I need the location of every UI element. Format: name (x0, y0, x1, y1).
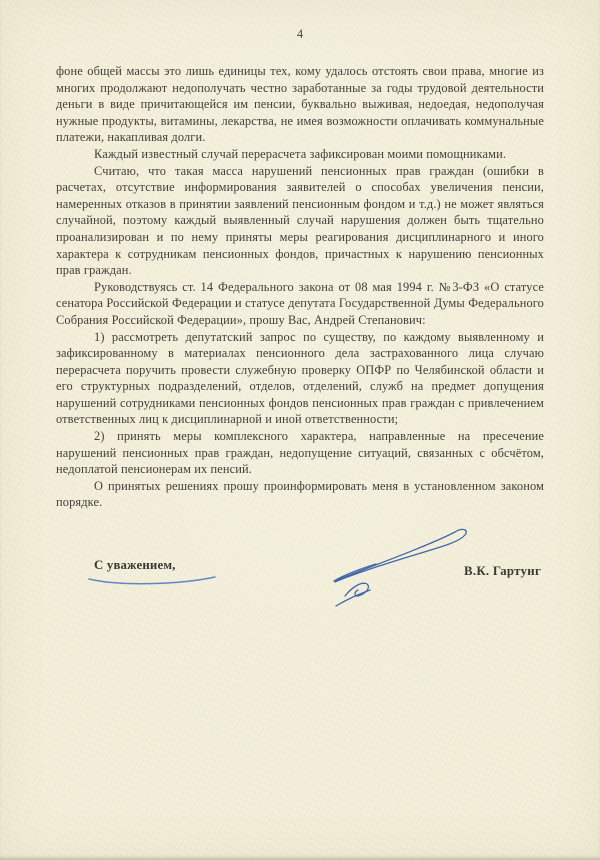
body-paragraph: Считаю, что такая масса нарушений пенсионных прав граждан (ошибки в расчетах, отсутствие информирования заявителей о способах увеличения пенсии, намеренных отказов в принятии заявлений пенсионным фондом и т.д.) не может являться случайной, поэтому каждый выявленный случай нарушения должен быть тщательно проанализирован и по нему приняты меры реагирования дисциплинарного и иного характера к сотрудникам пенсионных фондов, причастных к нарушению пенсионных прав граждан. (56, 163, 544, 278)
body-paragraph: Руководствуясь ст. 14 Федерального закона от 08 мая 1994 г. №3-ФЗ «О статусе сенатора Российской Федерации и статусе депутата Государственной Думы Федерального Собрания Российской Федерации», прошу Вас, Андрей Степанович: (56, 279, 544, 327)
body-paragraph: фоне общей массы это лишь единицы тех, кому удалось отстоять свои права, многие из многих продолжают недополучать честно заработанные за годы трудовой деятельности деньги в виде причитающейся им пенсии, буквально выживая, недоедая, недополучая нужные продукты, витамины, лекарства, не имея возможности оплачивать коммунальные платежи, накапливая долги. (56, 64, 544, 145)
page-number: 4 (296, 27, 304, 41)
body-paragraph: О принятых решениях прошу проинформировать меня в установленном законом порядке. (56, 478, 544, 510)
letter-body (56, 26, 544, 511)
closing-salutation: С уважением, (94, 558, 176, 572)
signatory-name: В.К. Гартунг (464, 564, 542, 578)
body-paragraph: Каждый известный случай перерасчета зафиксирован моими помощниками. (94, 146, 507, 161)
body-paragraph-item-1: 1) рассмотреть депутатский запрос по существу, по каждому выявленному и зафиксированному в материалах пенсионного дела застрахованного лица случаю перерасчета поручить провести служебную проверку ОПФР по Челябинской области и его структурных подразделений, отделов, отделений, служб на предмет допущения нарушений сотрудниками пенсионных фондов пенсионных прав граждан с привлечением ответственных лиц к дисциплинарной и иной ответственности; (56, 329, 544, 427)
body-paragraph-item-2: 2) принять меры комплексного характера, направленные на пресечение нарушений пенсионных прав граждан, недопущение ситуаций, связанных с обсчётом, недоплатой пенсионерам их пенсий. (56, 429, 544, 477)
pen-underline-stroke (86, 575, 218, 589)
handwritten-signature (322, 522, 482, 617)
